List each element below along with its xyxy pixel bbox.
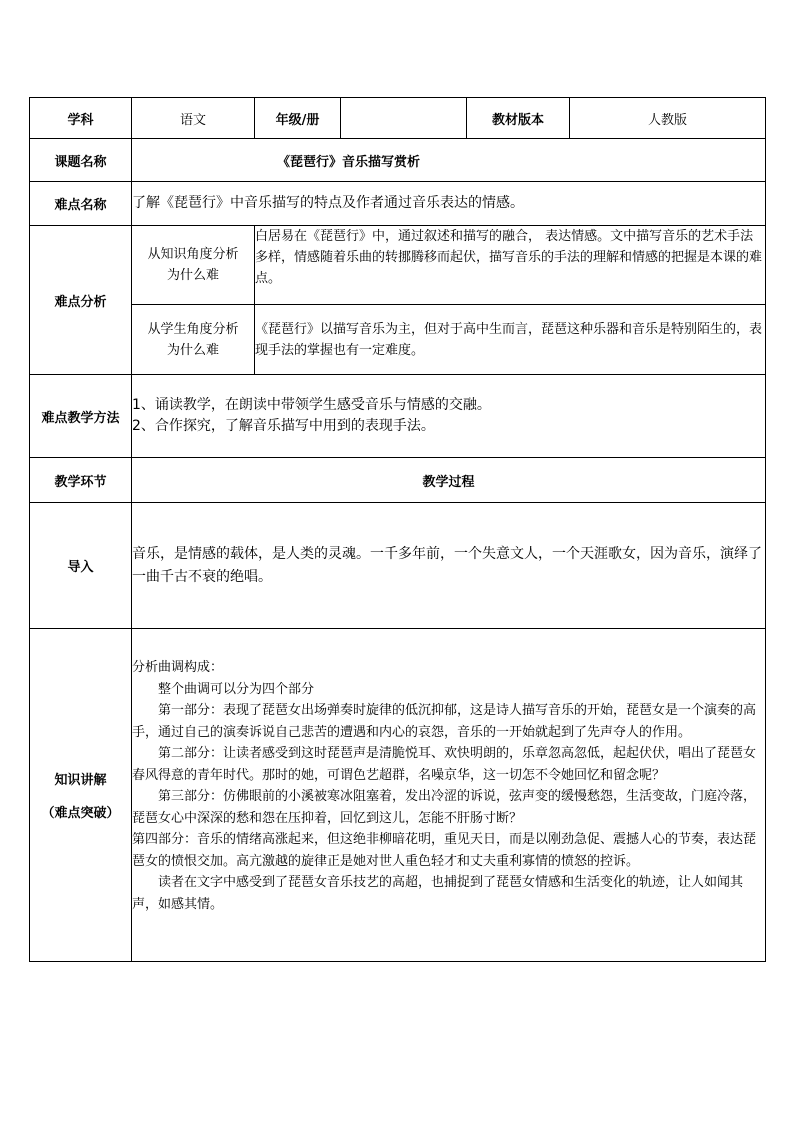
methods-label: 难点教学方法: [30, 375, 132, 458]
intro-text: 音乐，是情感的载体，是人类的灵魂。一千多年前，一个失意文人，一个天涯歌女，因为音乐，演绎了一曲千古不衰的绝唱。: [132, 503, 766, 629]
edition-value: 人教版: [570, 98, 766, 139]
knowledge-part-3: 第三部分：仿佛眼前的小溪被寒冰阻塞着，发出冷涩的诉说，弦声变的缓慢愁怨，生活变故，门庭冷落，琵琶女心中深深的愁和怨在压抑着，回忆到这儿，怎能不肝肠寸断？: [132, 789, 757, 826]
intro-label: 导入: [30, 503, 132, 629]
grade-label: 年级/册: [255, 98, 341, 139]
topic-label: 课题名称: [30, 139, 132, 182]
student-angle-label: [132, 305, 255, 375]
intro-row: [30, 503, 766, 629]
lesson-plan-table: [29, 97, 766, 962]
difficulty-row: [30, 182, 766, 226]
difficulty-value: 了解《琵琶行》中音乐描写的特点及作者通过音乐表达的情感。: [132, 182, 766, 226]
process-header-row: [30, 458, 766, 503]
analysis-knowledge-row: [30, 226, 766, 305]
knowledge-part-4: 第四部分：音乐的情绪高涨起来，但这绝非柳暗花明，重见天日，而是以刚劲急促、震撼人心的节奏，表达琵琶女的愤恨交加。高亢激越的旋律正是她对世人重色轻才和丈夫重利寡情的愤怒的控诉。: [132, 832, 757, 869]
student-angle-text: 《琵琶行》以描写音乐为主，但对于高中生而言，琵琶这种乐器和音乐是特别陌生的，表现手法的掌握也有一定难度。: [255, 305, 766, 375]
knowledge-content: [132, 629, 766, 962]
student-angle-label-line2: 为什么难: [166, 342, 219, 358]
knowledge-angle-label: [132, 226, 255, 305]
knowledge-angle-label-line2: 为什么难: [166, 268, 219, 283]
analysis-student-row: [30, 305, 766, 375]
knowledge-label-line2: （难点突破）: [41, 806, 120, 821]
knowledge-angle-label-line1: 从知识角度分析: [147, 247, 239, 262]
knowledge-angle-text: 白居易在《琵琶行》中，通过叙述和描写的融合， 表达情感。文中描写音乐的艺术手法多样，情感随着乐曲的转挪腾移而起伏，描写音乐的手法的理解和情感的把握是本课的难点。: [255, 226, 766, 305]
method-item-2: 2、合作探究，了解音乐描写中用到的表现手法。: [132, 418, 435, 434]
knowledge-heading: 分析曲调构成：: [132, 660, 224, 675]
methods-content: [132, 375, 766, 458]
knowledge-summary: 读者在文字中感受到了琵琶女音乐技艺的高超，也捕捉到了琵琶女情感和生活变化的轨迹，让人如闻其声，如感其情。: [132, 875, 744, 912]
info-row: [30, 98, 766, 139]
knowledge-label-line1: 知识讲解: [54, 773, 107, 788]
subject-label: 学科: [30, 98, 132, 139]
knowledge-row: [30, 629, 766, 962]
grade-value: [341, 98, 467, 139]
knowledge-part-1: 第一部分：表现了琵琶女出场弹奏时旋律的低沉抑郁，这是诗人描写音乐的开始，琵琶女是一个演奏的高手，通过自己的演奏诉说自己悲苦的遭遇和内心的哀怨，音乐的一开始就起到了先声夺人的作用。: [132, 703, 757, 740]
process-header: 教学过程: [132, 458, 766, 503]
stage-header: 教学环节: [30, 458, 132, 503]
difficulty-label: 难点名称: [30, 182, 132, 226]
knowledge-label: [30, 629, 132, 962]
methods-row: [30, 375, 766, 458]
subject-value: 语文: [132, 98, 255, 139]
topic-row: [30, 139, 766, 182]
knowledge-subheading: 整个曲调可以分为四个部分: [158, 681, 315, 697]
knowledge-part-2: 第二部分：让读者感受到这时琵琶声是清脆悦耳、欢快明朗的，乐章忽高忽低，起起伏伏，唱出了琵琶女春风得意的青年时代。那时的她，可谓色艺超群，名噪京华，这一切怎不令她回忆和留念呢？: [132, 746, 757, 783]
topic-value: 《琵琶行》音乐描写赏析: [132, 139, 766, 182]
edition-label: 教材版本: [467, 98, 570, 139]
student-angle-label-line1: 从学生角度分析: [147, 321, 239, 337]
analysis-label: 难点分析: [30, 226, 132, 375]
method-item-1: 1、诵读教学，在朗读中带领学生感受音乐与情感的交融。: [132, 397, 491, 413]
